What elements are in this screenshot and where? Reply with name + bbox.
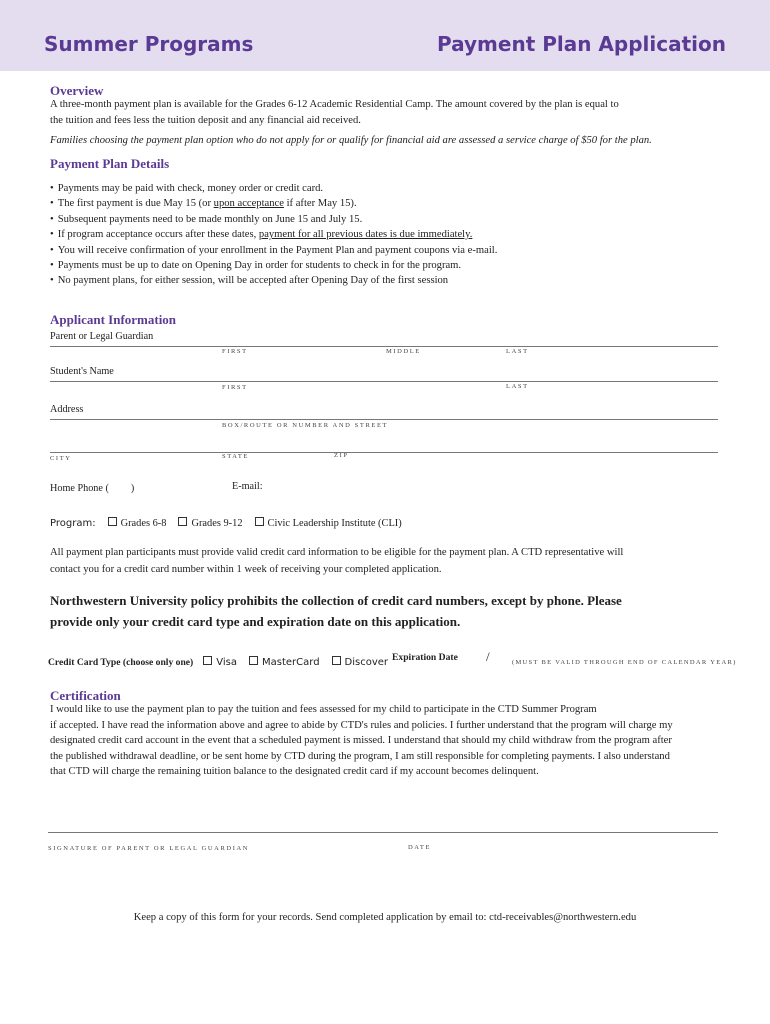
overview-text: [50, 97, 730, 128]
applicant-title: Applicant Information: [50, 312, 177, 327]
certification-line: the published withdrawal deadline, or be sent home by CTD during the program, I am still responsible for completing payments. I also understand: [50, 750, 670, 762]
credit-info-line-2: contact you for a credit card number within 1 week of receiving your completed application.: [50, 564, 442, 575]
credit-info: [50, 544, 740, 578]
card-option-mastercard[interactable]: MasterCard: [249, 657, 320, 668]
card-option-discover[interactable]: Discover: [332, 657, 389, 668]
city-state-zip-line[interactable]: [50, 452, 718, 453]
certification-line: that CTD will charge the remaining tuition balance to the designated credit card if my account becomes delinquent.: [50, 766, 539, 777]
list-item: • Payments may be paid with check, money order or credit card.: [50, 181, 740, 196]
list-item: • Payments must be up to date on Opening Day in order for students to check in for the program.: [50, 258, 740, 273]
street-caption: BOX/ROUTE OR NUMBER AND STREET: [222, 422, 389, 429]
list-item: • If program acceptance occurs after these dates, payment for all previous dates is due immediately.: [50, 227, 740, 242]
credit-info-line-1: All payment plan participants must provide valid credit card information to be eligible for the payment plan. A CTD representative will: [50, 547, 624, 558]
home-phone-label: Home Phone ( ): [50, 483, 135, 494]
list-item: • The first payment is due May 15 (or upon acceptance if after May 15).: [50, 196, 740, 211]
certification-line: if accepted. I have read the information above and agree to abide by CTD's rules and policies. I further understand that the program will charge my: [50, 719, 673, 731]
policy-notice: [50, 590, 750, 632]
certification-line: designated credit card account in the event that a scheduled payment is missed. I understand that should my child withdraw from the program after: [50, 735, 672, 746]
footer-note: Keep a copy of this form for your records. Send completed application by email to: ctd-receivables@northwestern.edu: [133, 912, 637, 923]
parent-name-line[interactable]: [50, 346, 718, 347]
signature-caption: SIGNATURE OF PARENT OR LEGAL GUARDIAN: [48, 845, 250, 852]
student-name-line[interactable]: [50, 381, 718, 382]
program-option-cli[interactable]: Civic Leadership Institute (CLI): [255, 518, 402, 529]
checkbox-icon[interactable]: [203, 656, 212, 665]
city-caption: CITY: [50, 455, 72, 462]
address-line[interactable]: [50, 419, 718, 420]
checkbox-icon[interactable]: [249, 656, 258, 665]
parent-middle-caption: MIDDLE: [386, 348, 421, 355]
credit-card-row: [48, 652, 396, 670]
expiration-note: (MUST BE VALID THROUGH END OF CALENDAR YEAR): [512, 659, 737, 666]
parent-first-caption: FIRST: [222, 348, 248, 355]
overview-title: Overview: [50, 83, 104, 98]
list-item: • No payment plans, for either session, will be accepted after Opening Day of the first session: [50, 273, 740, 288]
list-item: • You will receive confirmation of your enrollment in the Payment Plan and payment coupons via e-mail.: [50, 243, 740, 258]
address-label: Address: [50, 404, 84, 415]
certification-line: I would like to use the payment plan to pay the tuition and fees assessed for my child to participate in the CTD Summer Program: [50, 704, 597, 715]
overview-line-1: A three-month payment plan is available for the Grades 6-12 Academic Residential Camp. The amount covered by the plan is equal to: [50, 99, 619, 110]
details-list: [50, 181, 740, 289]
parent-last-caption: LAST: [506, 348, 529, 355]
signature-line[interactable]: [48, 832, 718, 833]
program-option-grades-9-12[interactable]: Grades 9-12: [178, 518, 242, 529]
checkbox-icon[interactable]: [108, 517, 117, 526]
parent-label: Parent or Legal Guardian: [50, 331, 154, 342]
student-label: Student's Name: [50, 366, 114, 377]
header-right-title: Payment Plan Application: [437, 32, 726, 56]
details-title: Payment Plan Details: [50, 156, 170, 171]
program-row: [50, 513, 410, 531]
expiration-slash[interactable]: /: [486, 649, 490, 664]
card-option-visa[interactable]: Visa: [203, 657, 237, 668]
certification-text: [50, 702, 750, 780]
policy-line-1: Northwestern University policy prohibits the collection of credit card numbers, except by phone. Please: [50, 593, 622, 608]
certification-title: Certification: [50, 688, 121, 703]
state-caption: STATE: [222, 453, 249, 460]
expiration-label: Expiration Date: [392, 652, 458, 663]
program-option-grades-6-8[interactable]: Grades 6-8: [108, 518, 167, 529]
student-last-caption: LAST: [506, 383, 529, 390]
zip-caption: ZIP: [334, 452, 349, 459]
overview-line-2: the tuition and fees less the tuition deposit and any financial aid received.: [50, 114, 361, 126]
header-left-title: Summer Programs: [44, 32, 254, 56]
card-type-label: Credit Card Type (choose only one): [48, 657, 194, 668]
checkbox-icon[interactable]: [255, 517, 264, 526]
list-item: • Subsequent payments need to be made monthly on June 15 and July 15.: [50, 212, 740, 227]
checkbox-icon[interactable]: [332, 656, 341, 665]
program-label: Program:: [50, 518, 96, 529]
date-caption: DATE: [408, 844, 432, 851]
student-first-caption: FIRST: [222, 384, 248, 391]
header-band: [0, 0, 770, 71]
email-label: E-mail:: [232, 481, 263, 492]
checkbox-icon[interactable]: [178, 517, 187, 526]
overview-note: Families choosing the payment plan option who do not apply for or qualify for financial aid are assessed a service charge of $50 for the plan.: [50, 135, 652, 146]
policy-line-2: provide only your credit card type and expiration date on this application.: [50, 614, 461, 629]
